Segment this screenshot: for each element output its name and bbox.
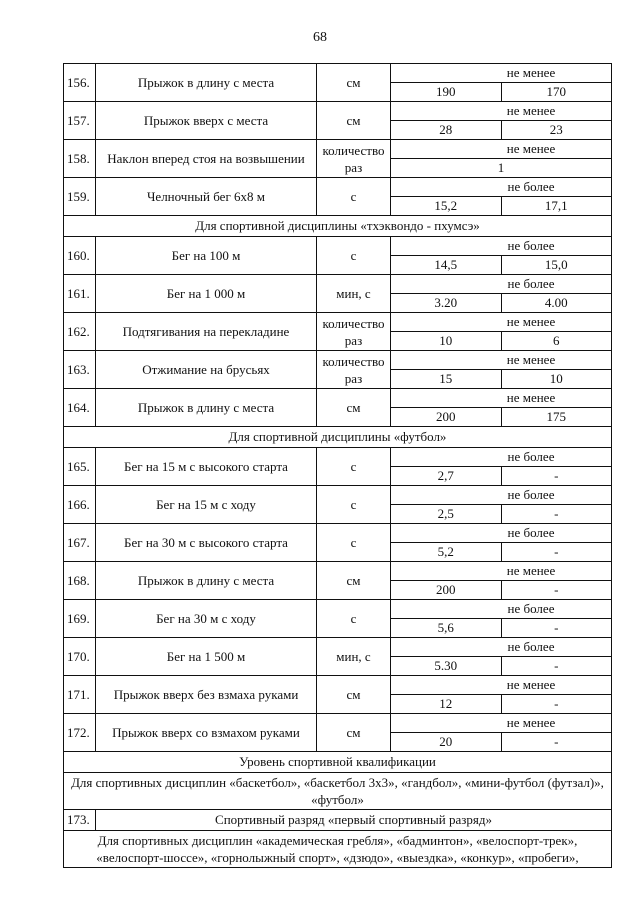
table-row — [64, 216, 612, 237]
unit: см — [317, 102, 391, 140]
value-girls: - — [501, 581, 612, 599]
condition-label — [391, 237, 611, 256]
condition-label — [391, 714, 611, 733]
condition-label — [391, 275, 611, 294]
value-girls: 15,0 — [501, 256, 612, 274]
value-girls: 10 — [501, 370, 612, 388]
value-boys: 12 — [439, 696, 453, 711]
standard-values — [391, 140, 612, 178]
unit: количество раз — [317, 351, 391, 389]
value-girls: - — [501, 467, 612, 485]
standard-values — [391, 178, 612, 216]
value-girls: 175 — [501, 408, 612, 426]
value-girls: - — [501, 733, 612, 751]
condition-text: не менее — [506, 314, 556, 329]
value-boys: 15 — [439, 371, 453, 386]
table-row — [64, 389, 612, 427]
page-number: 68 — [313, 30, 327, 45]
condition-label — [391, 64, 611, 83]
table-row — [64, 638, 612, 676]
row-number: 166. — [64, 486, 96, 524]
standard-values — [391, 676, 612, 714]
table-row — [64, 237, 612, 275]
exercise-name: Бег на 1 500 м — [96, 638, 317, 676]
condition-label — [391, 178, 611, 197]
standard-values — [391, 714, 612, 752]
table-row — [64, 676, 612, 714]
exercise-name: Бег на 1 000 м — [96, 275, 317, 313]
unit: см — [317, 64, 391, 102]
standard-values — [391, 313, 612, 351]
value-boys: 5,6 — [437, 620, 454, 635]
exercise-name: Прыжок вверх с места — [96, 102, 317, 140]
row-number: 160. — [64, 237, 96, 275]
exercise-name: Наклон вперед стоя на возвышении — [96, 140, 317, 178]
table-row — [64, 773, 612, 810]
condition-label — [391, 313, 611, 332]
table-row — [64, 64, 612, 102]
condition-label — [391, 351, 611, 370]
standards-table — [63, 63, 612, 868]
condition-label — [391, 676, 611, 695]
row-number: 165. — [64, 448, 96, 486]
unit: с — [317, 237, 391, 275]
condition-text: не более — [507, 525, 555, 540]
value-merged: 1 — [497, 160, 505, 175]
value-boys: 2,5 — [437, 506, 454, 521]
standard-values — [391, 486, 612, 524]
value-boys: 5,2 — [437, 544, 454, 559]
value-boys: 2,7 — [437, 468, 454, 483]
condition-text: не более — [507, 601, 555, 616]
exercise-name: Бег на 100 м — [96, 237, 317, 275]
standard-values — [391, 562, 612, 600]
condition-label — [391, 448, 611, 467]
unit: см — [317, 389, 391, 427]
condition-text: не менее — [506, 563, 556, 578]
unit: количество раз — [317, 140, 391, 178]
table-row — [64, 752, 612, 773]
table-row — [64, 102, 612, 140]
unit: см — [317, 714, 391, 752]
table-row — [64, 313, 612, 351]
condition-text: не менее — [506, 103, 556, 118]
exercise-name: Отжимание на брусьях — [96, 351, 317, 389]
value-boys: 15,2 — [434, 198, 458, 213]
condition-label — [391, 524, 611, 543]
standard-values — [391, 448, 612, 486]
exercise-name: Бег на 30 м с ходу — [96, 600, 317, 638]
exercise-name: Прыжок в длину с места — [96, 389, 317, 427]
condition-text: не более — [507, 179, 555, 194]
unit: мин, с — [317, 638, 391, 676]
unit: с — [317, 600, 391, 638]
value-girls: - — [501, 543, 612, 561]
standard-values — [391, 600, 612, 638]
value-girls: - — [501, 657, 612, 675]
exercise-name: Прыжок в длину с места — [96, 562, 317, 600]
row-number: 167. — [64, 524, 96, 562]
section-heading: Для спортивной дисциплины «футбол» — [64, 427, 612, 448]
table-row — [64, 810, 612, 831]
row-number: 172. — [64, 714, 96, 752]
row-number: 161. — [64, 275, 96, 313]
table-row — [64, 351, 612, 389]
section-heading: Для спортивных дисциплин «академическая гребля», «бадминтон», «велоспорт-трек», «велоспорт-шоссе», «горнолыжный спорт», «дзюдо», «выездка», «конкур», «пробеги», — [64, 831, 612, 868]
condition-text: не более — [507, 639, 555, 654]
standard-values — [391, 524, 612, 562]
value-boys: 3.20 — [434, 295, 458, 310]
value-boys: 20 — [439, 734, 453, 749]
condition-label — [391, 389, 611, 408]
value-girls: 17,1 — [501, 197, 612, 215]
row-number: 170. — [64, 638, 96, 676]
row-number: 164. — [64, 389, 96, 427]
exercise-name: Прыжок вверх со взмахом руками — [96, 714, 317, 752]
condition-text: не менее — [506, 677, 556, 692]
row-number: 171. — [64, 676, 96, 714]
row-number: 163. — [64, 351, 96, 389]
condition-text: не более — [507, 487, 555, 502]
section-heading: Для спортивных дисциплин «баскетбол», «баскетбол 3х3», «гандбол», «мини-футбол (футзал)», «футбол» — [64, 773, 612, 810]
condition-text: не более — [507, 449, 555, 464]
unit: количество раз — [317, 313, 391, 351]
standard-values — [391, 64, 612, 102]
table-row — [64, 486, 612, 524]
standard-values — [391, 389, 612, 427]
condition-text: не более — [507, 276, 555, 291]
exercise-name: Бег на 15 м с высокого старта — [96, 448, 317, 486]
value-girls: 6 — [501, 332, 612, 350]
row-number: 157. — [64, 102, 96, 140]
value-boys: 200 — [436, 409, 456, 424]
unit: с — [317, 448, 391, 486]
standard-values — [391, 638, 612, 676]
standard-values — [391, 102, 612, 140]
table-row — [64, 178, 612, 216]
row-number: 173. — [64, 810, 96, 831]
condition-label — [391, 140, 611, 159]
exercise-name: Прыжок вверх без взмаха руками — [96, 676, 317, 714]
standard-values — [391, 351, 612, 389]
value-girls: 4.00 — [501, 294, 612, 312]
value-girls: - — [501, 619, 612, 637]
value-boys: 10 — [439, 333, 453, 348]
condition-text: не менее — [506, 141, 556, 156]
row-number: 168. — [64, 562, 96, 600]
unit: мин, с — [317, 275, 391, 313]
row-number: 162. — [64, 313, 96, 351]
value-boys: 190 — [436, 84, 456, 99]
table-row — [64, 524, 612, 562]
rank-title: Спортивный разряд «первый спортивный разряд» — [96, 810, 612, 831]
value-girls: - — [501, 695, 612, 713]
value-girls: 170 — [501, 83, 612, 101]
condition-text: не более — [507, 238, 555, 253]
table-row — [64, 714, 612, 752]
exercise-name: Подтягивания на перекладине — [96, 313, 317, 351]
unit: см — [317, 562, 391, 600]
value-boys: 5.30 — [434, 658, 458, 673]
section-heading: Для спортивной дисциплины «тхэквондо - пхумсэ» — [64, 216, 612, 237]
condition-label — [391, 486, 611, 505]
row-number: 159. — [64, 178, 96, 216]
exercise-name: Челночный бег 6х8 м — [96, 178, 317, 216]
table-row — [64, 831, 612, 868]
condition-text: не менее — [506, 715, 556, 730]
table-row — [64, 275, 612, 313]
table-row — [64, 427, 612, 448]
value-boys: 28 — [439, 122, 453, 137]
row-number: 156. — [64, 64, 96, 102]
exercise-name: Прыжок в длину с места — [96, 64, 317, 102]
unit: с — [317, 178, 391, 216]
unit: с — [317, 524, 391, 562]
row-number: 158. — [64, 140, 96, 178]
value-boys: 200 — [436, 582, 456, 597]
unit: см — [317, 676, 391, 714]
value-girls: 23 — [501, 121, 612, 139]
table-row — [64, 562, 612, 600]
value-girls: - — [501, 505, 612, 523]
condition-text: не менее — [506, 352, 556, 367]
condition-label — [391, 102, 611, 121]
condition-text: не менее — [506, 65, 556, 80]
exercise-name: Бег на 15 м с ходу — [96, 486, 317, 524]
standard-values — [391, 275, 612, 313]
table-row — [64, 600, 612, 638]
section-heading: Уровень спортивной квалификации — [64, 752, 612, 773]
condition-label — [391, 562, 611, 581]
standard-values — [391, 237, 612, 275]
unit: с — [317, 486, 391, 524]
condition-label — [391, 638, 611, 657]
row-number: 169. — [64, 600, 96, 638]
condition-label — [391, 600, 611, 619]
table-row — [64, 140, 612, 178]
value-boys: 14,5 — [434, 257, 458, 272]
exercise-name: Бег на 30 м с высокого старта — [96, 524, 317, 562]
condition-text: не менее — [506, 390, 556, 405]
table-row — [64, 448, 612, 486]
